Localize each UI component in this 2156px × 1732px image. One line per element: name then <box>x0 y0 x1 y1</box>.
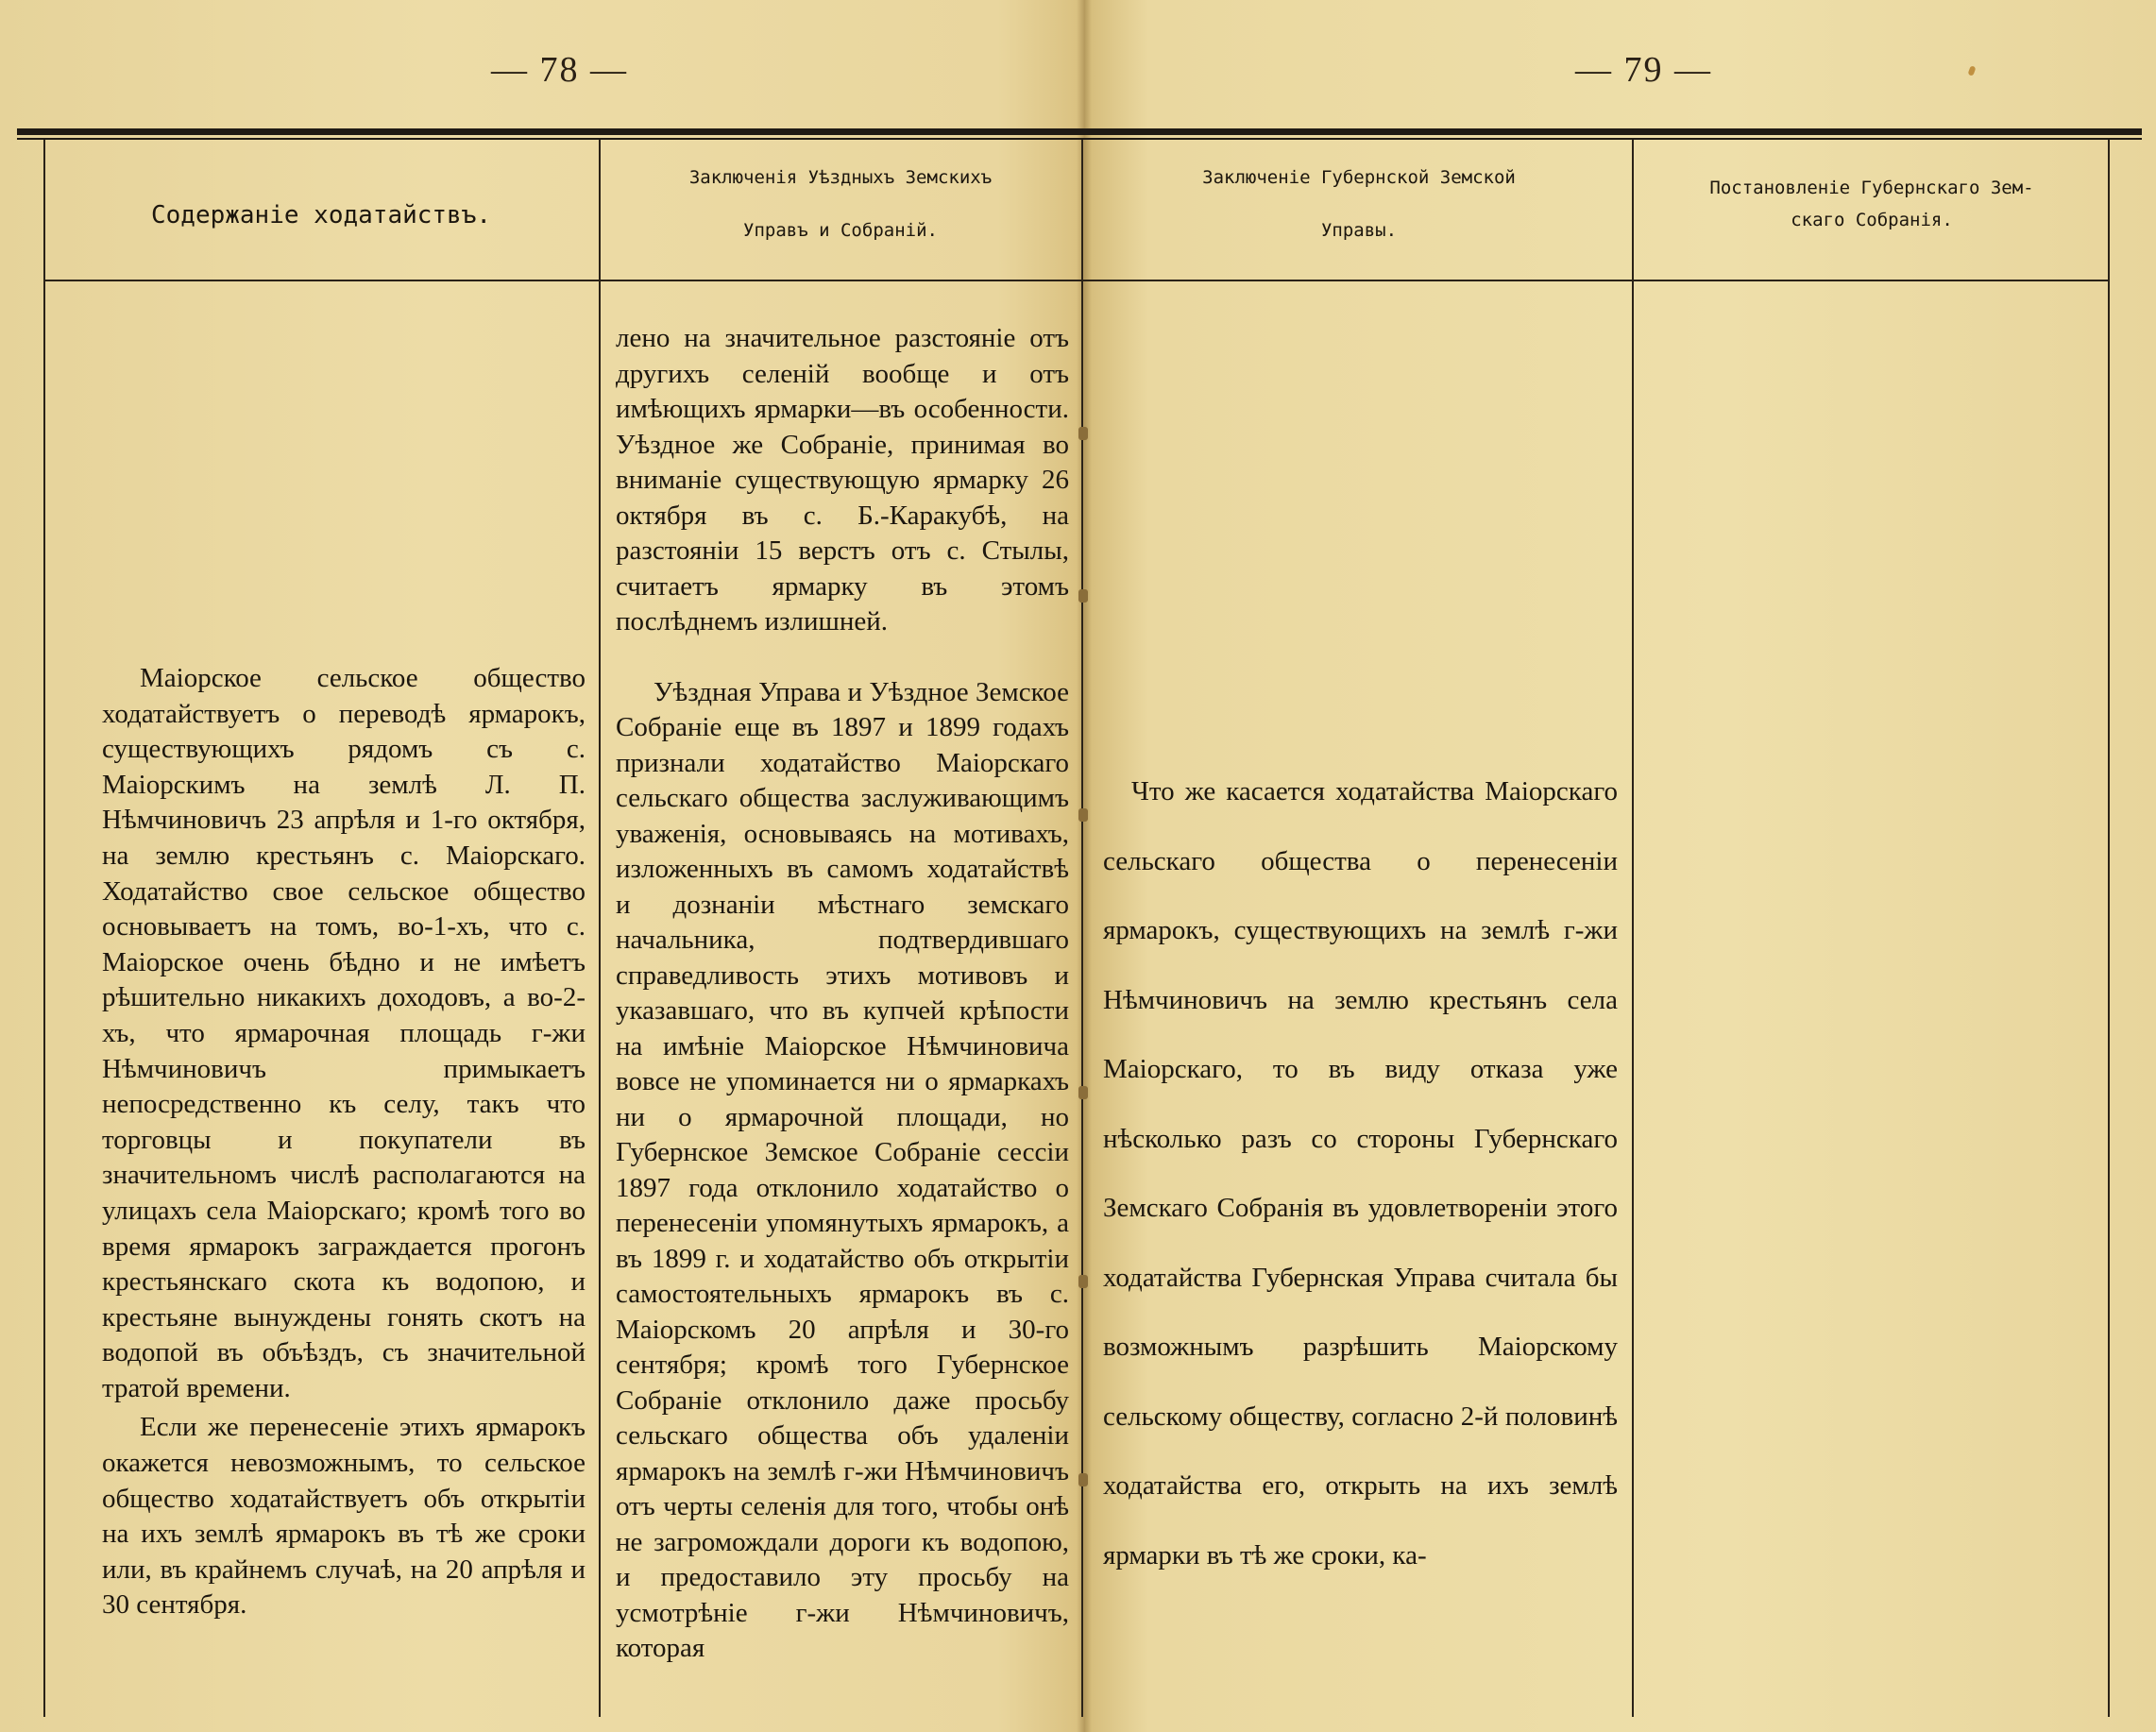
header-col2 <box>604 151 1077 257</box>
header-col2-line1: Заключенія Уѣздныхъ Земскихъ <box>688 167 993 188</box>
table-divider-1 <box>599 140 601 1717</box>
table-divider-3 <box>1632 140 1634 1717</box>
header-col4-line1: Постановленіе Губернскаго Зем- <box>1709 178 2034 198</box>
header-rule-left <box>43 280 1082 281</box>
district-paragraph-2: Уѣздная Управа и Уѣздное Земское Собраніе еще въ 1897 и 1899 годахъ признали ходатайство Маіорскаго сельскаго общества заслуживающимъ уваженія, основываясь на мотивахъ, изложенныхъ въ самомъ ходатайствѣ и дознаніи мѣстнаго земскаго начальника, подтвердившаго справедливость этихъ мотивовъ и указавшаго, что въ купчей крѣпости на имѣніе Маіорское Нѣмчиновича вовсе не упоминается ни о ярмаркахъ ни о ярмарочной площади, но Губернское Земское Собраніе сессіи 1897 года отклонило ходатайство о перенесеніи упомянутыхъ ярмарокъ, а въ 1899 г. и ходатайство объ открытіи самостоятельныхъ ярмарокъ въ с. Маіорскомъ 20 апрѣля и 30-го сентября; кромѣ того Губернское Собраніе отклонило даже просьбу сельскаго общества объ удаленіи ярмарокъ на землѣ г-жи Нѣмчиновичъ отъ черты селенія для того, чтобы онѣ не загромождали дороги къ водопою, и предоставило эту просьбу на усмотрѣніе г-жи Нѣмчиновичъ, которая <box>616 676 1069 1663</box>
top-rule <box>17 128 2142 135</box>
header-col3 <box>1086 151 1632 257</box>
table-border-right <box>2108 140 2110 1717</box>
binding-stitch <box>1078 427 1088 440</box>
header-col2-line2: Управъ и Собраній. <box>743 220 938 241</box>
provincial-paragraph-1: Что же касается ходатайства Маіорскаго сельскаго общества о перенесеніи ярмарокъ, существующихъ на землѣ г-жи Нѣмчиновичъ на землю крестьянъ села Маіорскаго, то въ виду отказа уже нѣсколько разъ со стороны Губернскаго Земскаго Собранія въ удовлетвореніи этого ходатайства Губернская Управа считала бы возможнымъ разрѣшить Маіорскому сельскому обществу, согласно 2-й половинѣ ходатайства его, открыть на ихъ землѣ ярмарки въ тѣ же сроки, ка- <box>1103 776 1618 1571</box>
district-conclusions-column <box>616 321 1069 1667</box>
header-rule-right <box>1081 280 2110 281</box>
binding-stitch <box>1078 808 1088 822</box>
petition-paragraph-2: Если же перенесеніе этихъ ярмарокъ окажется невозможнымъ, то сельское общество ходатайствуетъ объ открытіи на ихъ землѣ ярмарокъ въ тѣ же сроки или, въ крайнемъ случаѣ, на 20 апрѣля и 30 сентября. <box>102 1412 586 1621</box>
petition-content-column <box>102 661 586 1623</box>
top-rule-thin <box>17 138 2142 140</box>
header-col4 <box>1636 172 2108 236</box>
header-col3-line2: Управы. <box>1320 220 1398 241</box>
page-number-left: — 78 — <box>491 50 628 90</box>
book-gutter <box>1077 0 1092 1732</box>
provincial-conclusion-column <box>1103 757 1618 1590</box>
binding-stitch <box>1078 1086 1088 1099</box>
binding-stitch <box>1078 589 1088 603</box>
header-col1: Содержаніе ходатайствъ. <box>150 201 492 229</box>
page-number-right: — 79 — <box>1575 50 1712 90</box>
header-col4-line2: скаго Собранія. <box>1791 210 1953 230</box>
petition-paragraph-1: Маіорское сельское общество ходатайствуетъ о переводѣ ярмарокъ, существующихъ рядомъ съ с. Маіорскимъ на землѣ Л. П. Нѣмчиновичъ 23 апрѣля и 1-го октября, на землю крестьянъ с. Маіорскаго. Ходатайство свое сельское общество основываетъ на томъ, во-1-хъ, что с. Маіорское очень бѣдно и не имѣетъ рѣшительно никакихъ доходовъ, а во-2-хъ, что ярмарочная площадь г-жи Нѣмчиновичъ примыкаетъ непосредственно къ селу, такъ что торговцы и покупатели въ значительномъ числѣ располагаются на улицахъ села Маіорскаго; кромѣ того во время ярмарокъ заграждается прогонъ крестьянскаго скота къ водопою, и крестьяне вынуждены гонять скотъ на водопой въ объѣздъ, съ значительной тратой времени. <box>102 663 586 1403</box>
binding-stitch <box>1078 1473 1088 1486</box>
header-col3-line1: Заключеніе Губернской Земской <box>1202 167 1516 188</box>
table-border-left <box>43 140 45 1717</box>
district-paragraph-1: лено на значительное разстояніе отъ другихъ селеній вообще и отъ имѣющихъ ярмарки—въ особенности. Уѣздное же Собраніе, принимая во вниманіе существующую ярмарку 26 октября въ с. Б.-Каракубѣ, на разстояніи 15 верстъ отъ с. Стылы, считаетъ ярмарку въ этомъ послѣднемъ излишней. <box>616 323 1069 637</box>
binding-stitch <box>1078 1275 1088 1288</box>
